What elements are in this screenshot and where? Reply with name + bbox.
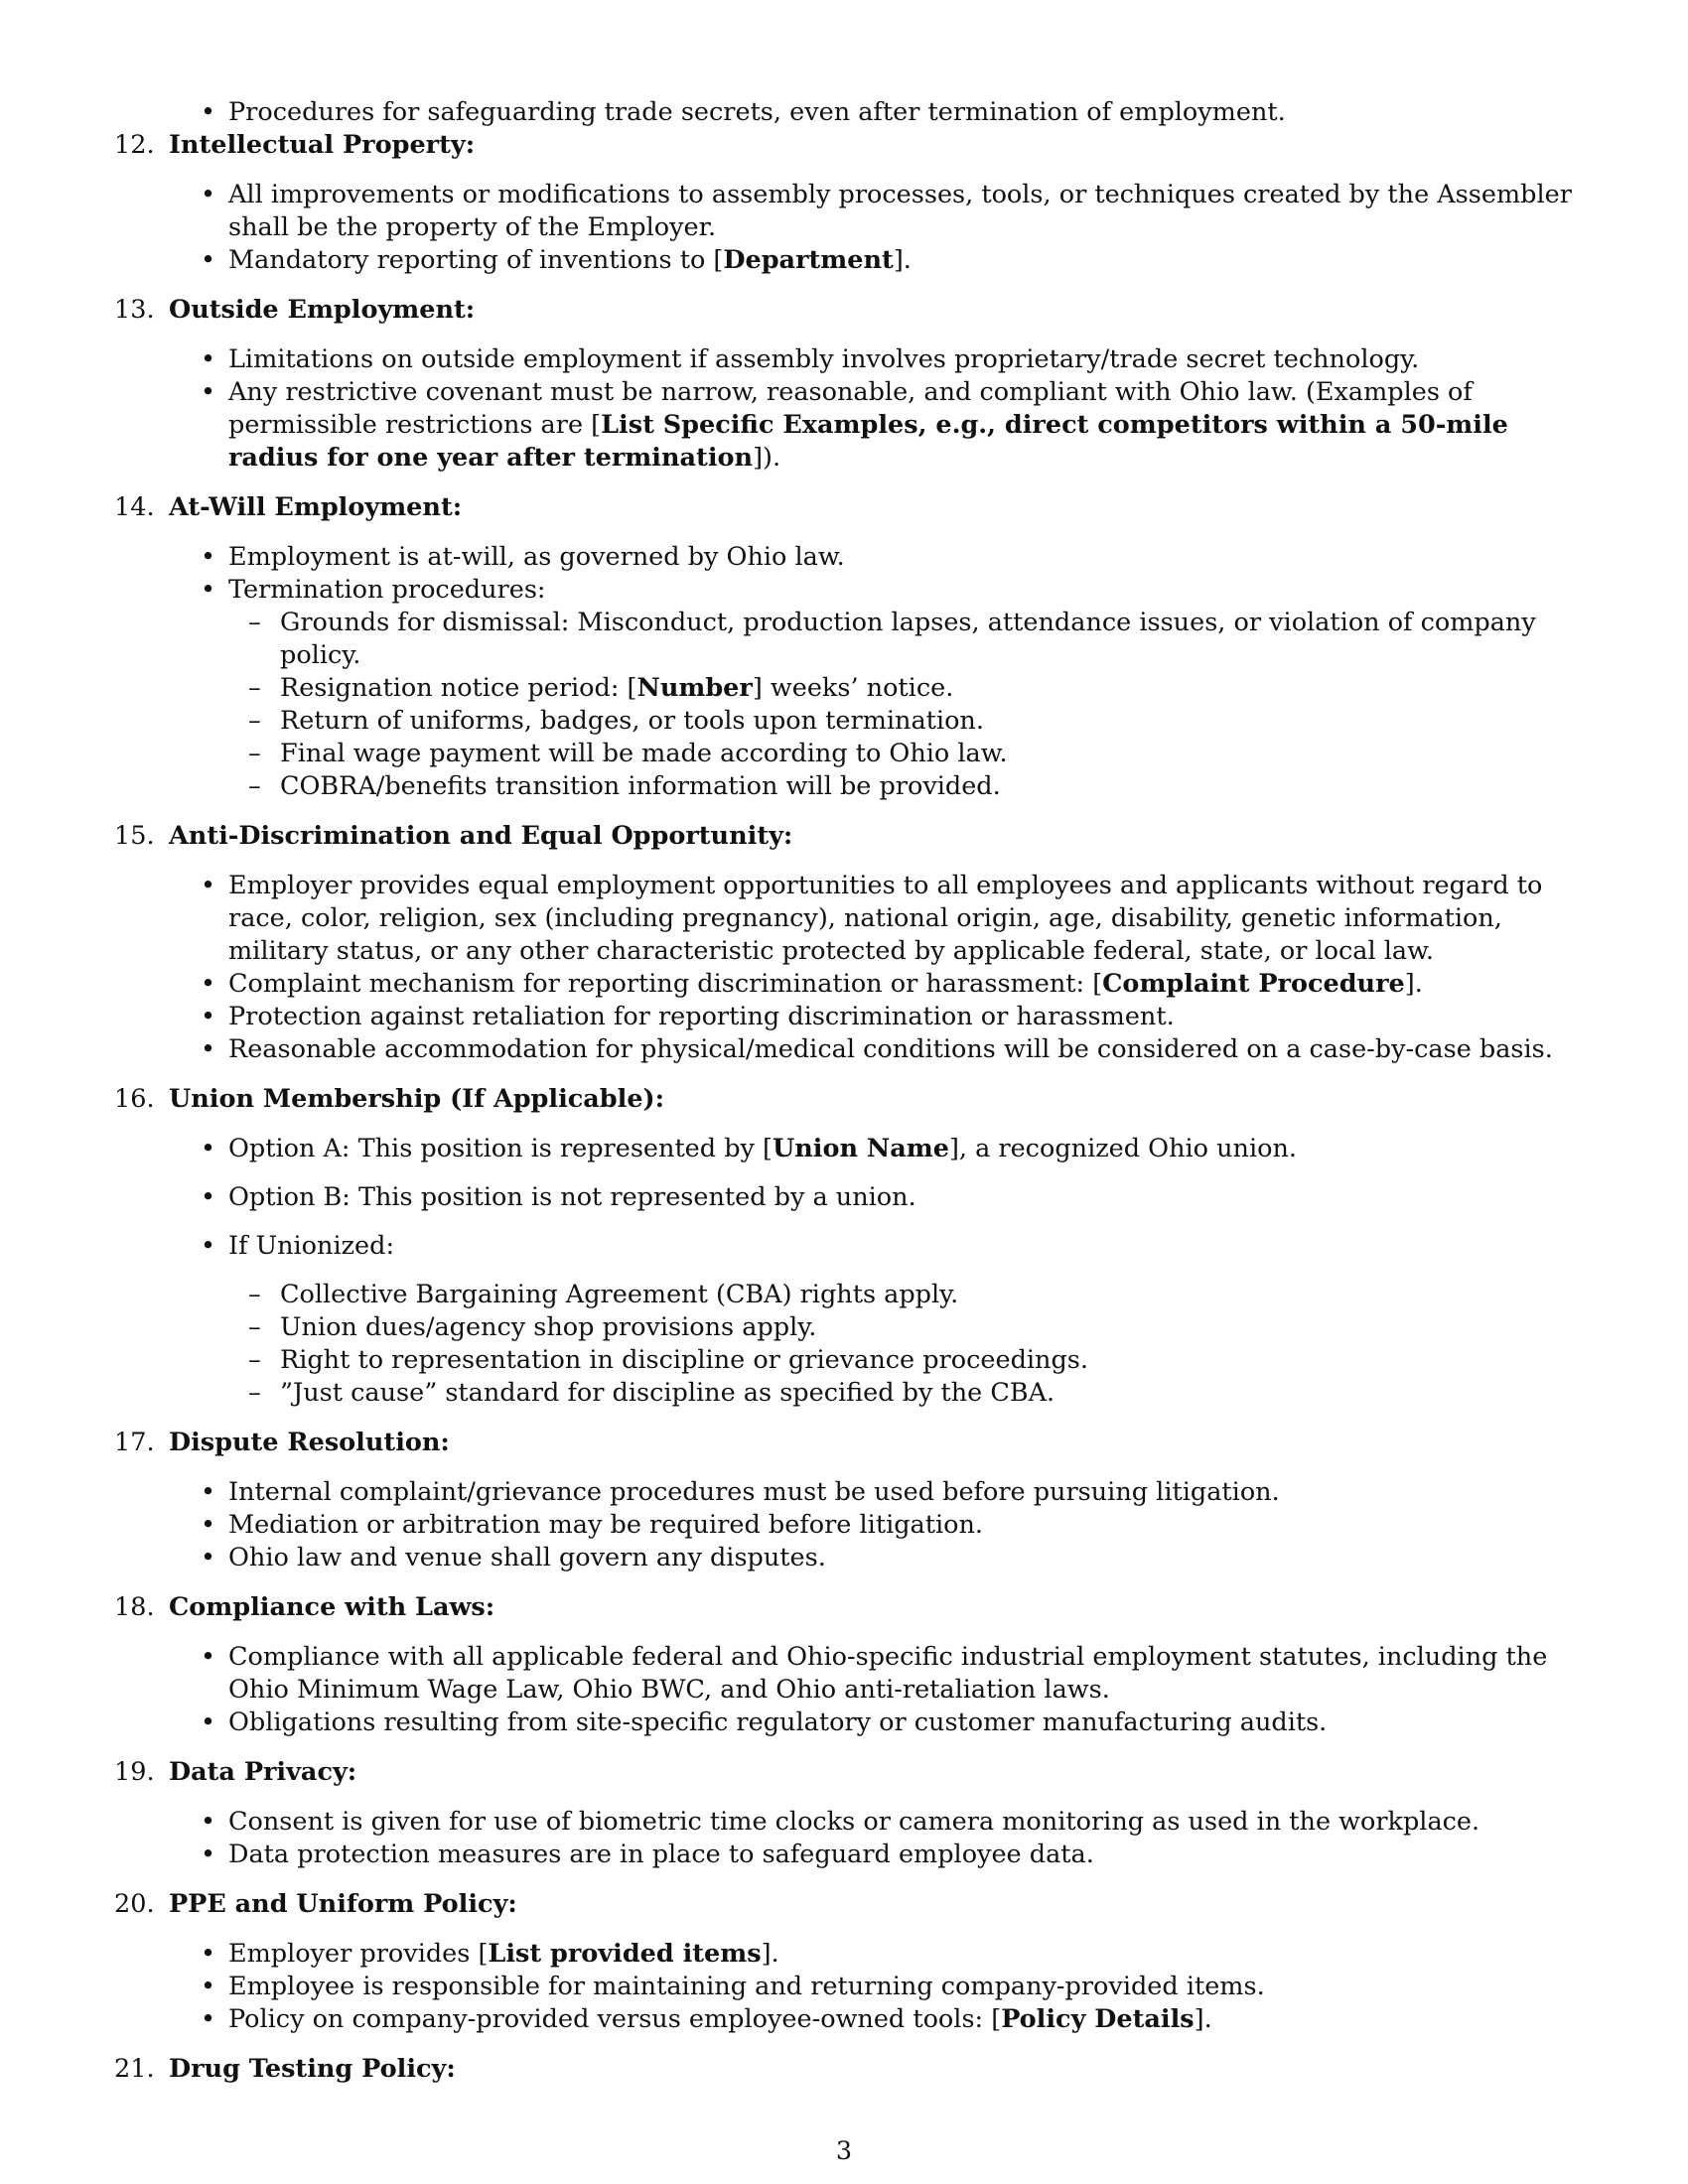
section-number: 20.: [114, 1889, 155, 1919]
sub-list-item: – Final wage payment will be made according to Ohio law.: [228, 738, 1594, 770]
list-item: • Employment is at-will, as governed by Ohio law.: [114, 541, 1594, 574]
section-number: 15.: [114, 821, 155, 851]
section-number: 21.: [114, 2054, 155, 2084]
list-item: • Mediation or arbitration may be required before litigation.: [114, 1509, 1594, 1542]
sub-list-item: – Resignation notice period: [Number] weeks’ notice.: [228, 672, 1594, 705]
list-item: • Policy on company-provided versus employee-owned tools: [Policy Details].: [114, 2003, 1594, 2036]
sub-list-item: – Right to representation in discipline or grievance proceedings.: [228, 1344, 1594, 1377]
placeholder-field: Department: [723, 245, 894, 275]
placeholder-field: Policy Details: [1001, 2004, 1195, 2034]
placeholder-field: List Specific Examples, e.g., direct competitors within a 50-mile radius for one year after termination: [228, 410, 1508, 473]
list-item: • Employer provides [List provided items].: [114, 1938, 1594, 1971]
sub-list-item: – Collective Bargaining Agreement (CBA) rights apply.: [228, 1279, 1594, 1311]
section-compliance-with-laws: [114, 1591, 1594, 1739]
section-title: Anti-Discrimination and Equal Opportunity:: [169, 821, 793, 851]
list-item: • Employee is responsible for maintaining and returning company-provided items.: [114, 1971, 1594, 2003]
list-item: • Data protection measures are in place to safeguard employee data.: [114, 1839, 1594, 1871]
section-title: At-Will Employment:: [169, 492, 463, 522]
list-item: • Internal complaint/grievance procedures must be used before pursuing litigation.: [114, 1476, 1594, 1509]
section-number: 14.: [114, 492, 155, 522]
section-data-privacy: [114, 1756, 1594, 1871]
section-title: Dispute Resolution:: [169, 1428, 450, 1457]
placeholder-field: Union Name: [773, 1134, 949, 1163]
list-item: • Ohio law and venue shall govern any disputes.: [114, 1542, 1594, 1574]
section-number: 19.: [114, 1757, 155, 1787]
section-title: Union Membership (If Applicable):: [169, 1084, 665, 1114]
sub-list-item: – ”Just cause” standard for discipline as specified by the CBA.: [228, 1377, 1594, 1410]
section-anti-discrimination: [114, 820, 1594, 1066]
sub-list-item: – Return of uniforms, badges, or tools upon termination.: [228, 705, 1594, 738]
section-drug-testing-policy: [114, 2053, 1594, 2086]
section-number: 18.: [114, 1592, 155, 1622]
list-item: • Termination procedures: – Grounds for dismissal: Misconduct, production lapses, attendance issues, or violation of company policy. – Resignation notice period: [Number] weeks’ notice. – Return of uniforms, badges, or tools upon termination. – Final wage payment will be made according to Ohio law. – COBRA/benefits transition information will be provided.: [114, 574, 1594, 803]
document-body: [114, 96, 1594, 2103]
section-outside-employment: [114, 294, 1594, 475]
list-item: • Limitations on outside employment if assembly involves proprietary/trade secret technology.: [114, 343, 1594, 376]
list-item: • Compliance with all applicable federal and Ohio-specific industrial employment statutes, including the Ohio Minimum Wage Law, Ohio BWC, and Ohio anti-retaliation laws.: [114, 1641, 1594, 1706]
section-union-membership: [114, 1083, 1594, 1410]
section-intellectual-property: [114, 129, 1594, 277]
placeholder-field: Complaint Procedure: [1102, 969, 1405, 999]
sub-list: [228, 1279, 1594, 1410]
list-item: • Procedures for safeguarding trade secrets, even after termination of employment.: [114, 96, 1594, 129]
list-item: • If Unionized: – Collective Bargaining Agreement (CBA) rights apply. – Union dues/agency shop provisions apply. – Right to representation in discipline or grievance proceedings. – ”Just cause” standard for discipline as specified by the CBA.: [114, 1230, 1594, 1410]
sub-list-item: – Union dues/agency shop provisions apply.: [228, 1311, 1594, 1344]
list-item: • Any restrictive covenant must be narrow, reasonable, and compliant with Ohio law. (Examples of permissible restrictions are [List Specific Examples, e.g., direct competitors within a 50-mile radius for one year after termination]).: [114, 376, 1594, 475]
list-item: • Protection against retaliation for reporting discrimination or harassment.: [114, 1001, 1594, 1033]
list-item: • Reasonable accommodation for physical/medical conditions will be considered on a case-by-case basis.: [114, 1033, 1594, 1066]
section-title: PPE and Uniform Policy:: [169, 1889, 517, 1919]
list-item: • Option A: This position is represented by [Union Name], a recognized Ohio union.: [114, 1133, 1594, 1165]
page-number: 3: [835, 2136, 853, 2166]
placeholder-field: List provided items: [488, 1939, 762, 1969]
list-item: • Employer provides equal employment opportunities to all employees and applicants without regard to race, color, religion, sex (including pregnancy), national origin, age, disability, genetic information, military status, or any other characteristic protected by applicable federal, state, or local law.: [114, 870, 1594, 968]
list-item: • Consent is given for use of biometric time clocks or camera monitoring as used in the workplace.: [114, 1806, 1594, 1839]
section-number: 13.: [114, 295, 155, 325]
section-title: Intellectual Property:: [169, 130, 476, 160]
section-number: 17.: [114, 1428, 155, 1457]
section-title: Drug Testing Policy:: [169, 2054, 456, 2084]
section-dispute-resolution: [114, 1427, 1594, 1574]
sub-list: [228, 607, 1594, 803]
section-number: 16.: [114, 1084, 155, 1114]
section-title: Compliance with Laws:: [169, 1592, 495, 1622]
section-number: 12.: [114, 130, 155, 160]
section-title: Data Privacy:: [169, 1757, 357, 1787]
list-item: • Obligations resulting from site-specific regulatory or customer manufacturing audits.: [114, 1706, 1594, 1739]
list-item: • All improvements or modifications to assembly processes, tools, or techniques created by the Assembler shall be the property of the Employer.: [114, 179, 1594, 244]
sub-list-item: – COBRA/benefits transition information will be provided.: [228, 770, 1594, 803]
section-ppe-uniform-policy: [114, 1888, 1594, 2036]
list-item: • Option B: This position is not represented by a union.: [114, 1181, 1594, 1214]
list-item: • Mandatory reporting of inventions to [Department].: [114, 244, 1594, 277]
carryover-list: [114, 96, 1594, 129]
placeholder-field: Number: [636, 673, 753, 703]
sub-list-item: – Grounds for dismissal: Misconduct, production lapses, attendance issues, or violation of company policy.: [228, 607, 1594, 672]
list-item: • Complaint mechanism for reporting discrimination or harassment: [Complaint Procedure].: [114, 968, 1594, 1001]
section-title: Outside Employment:: [169, 295, 476, 325]
section-at-will-employment: [114, 491, 1594, 803]
